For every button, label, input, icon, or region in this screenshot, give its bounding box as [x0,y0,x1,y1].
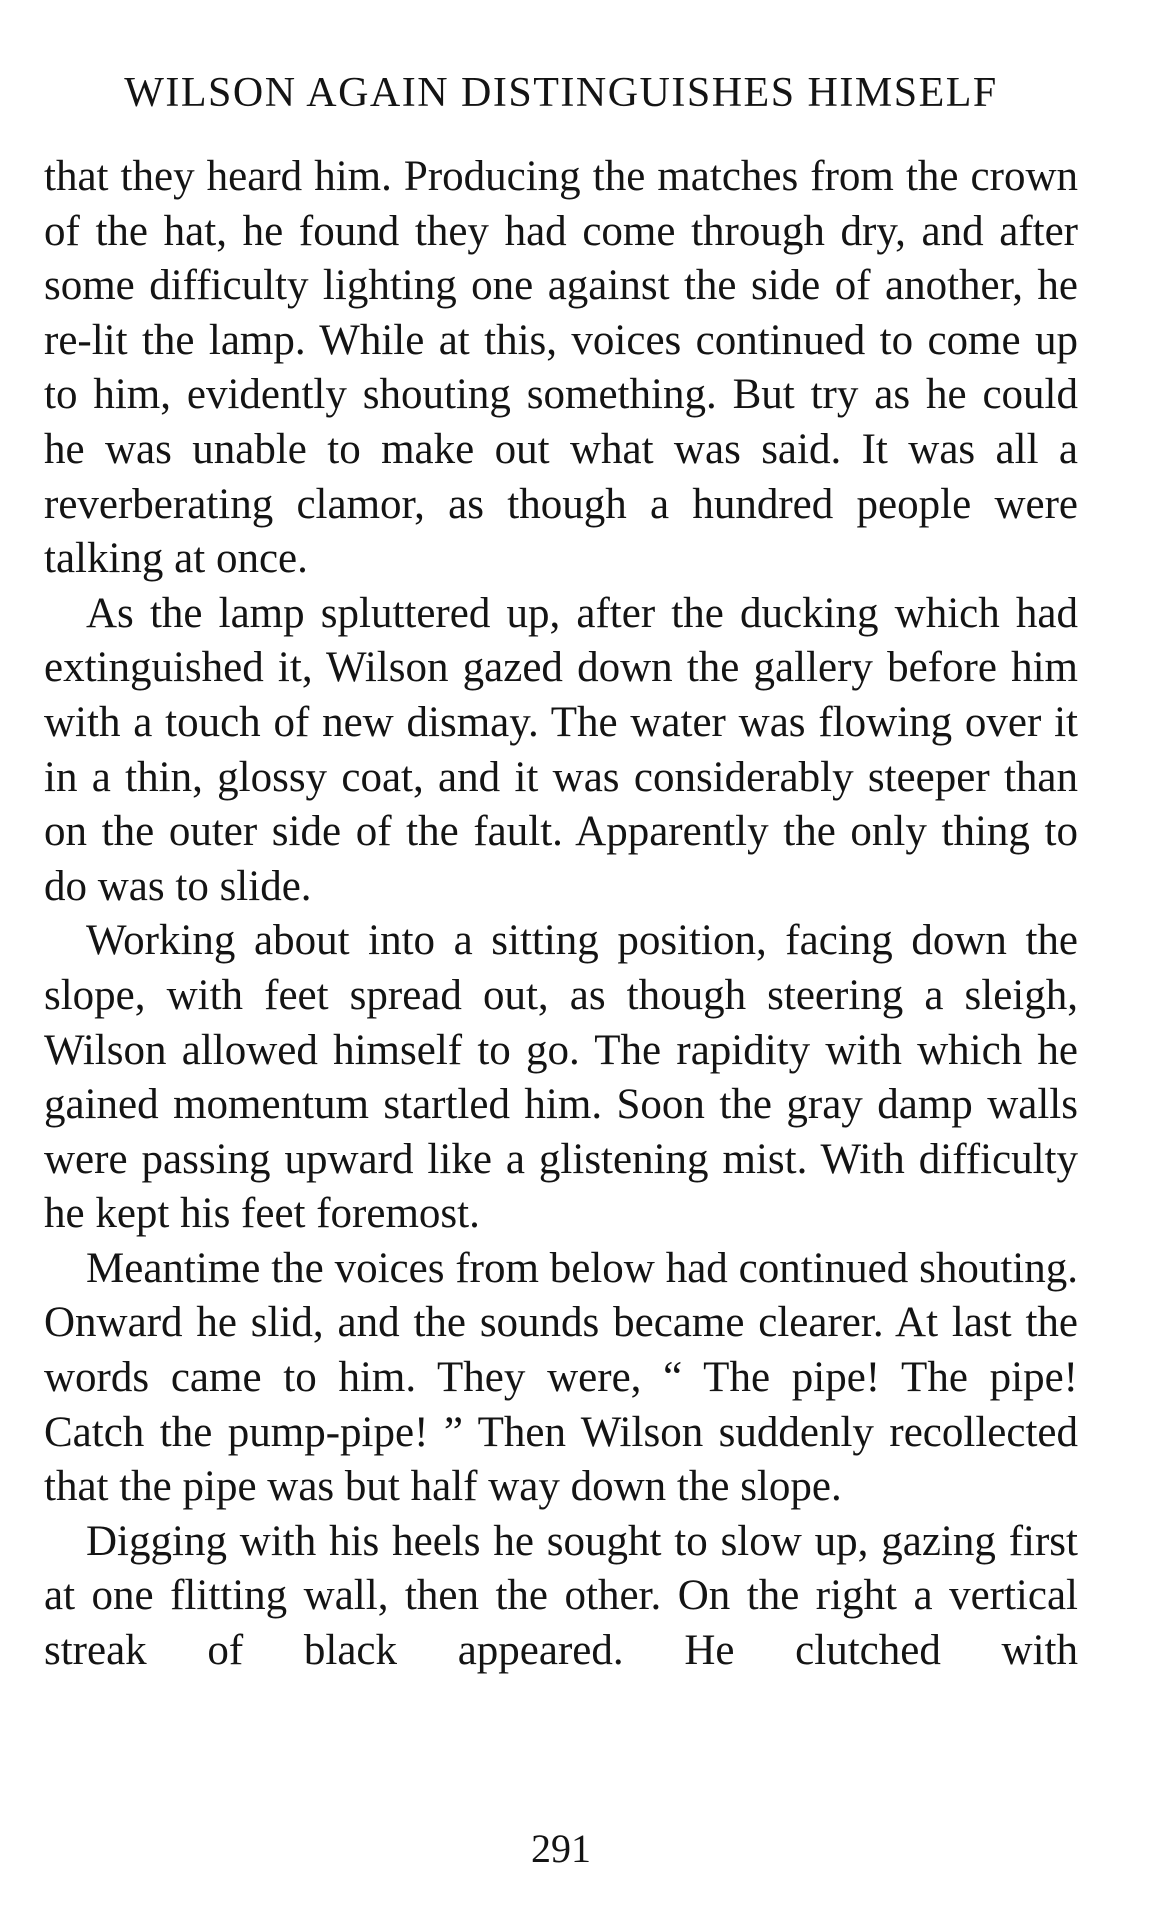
paragraph-3: Working about into a sitting position, facing down the slope, with feet spread out, as though steering a sleigh, Wilson allowed himself to go. The rapidity with which he gained momentum startled him. Soon the gray damp walls were passing upward like a glistening mist. With difficulty he kept his feet foremost. [44,917,1078,1238]
page-number: 291 [531,1826,591,1871]
book-page [44,0,1078,1905]
paragraph-5: Digging with his heels he sought to slow up, gazing first at one flitting wall, then the other. On the right a vertical streak of black appeared. He clutched with [44,1517,1078,1675]
running-head: WILSON AGAIN DISTINGUISHES HIMSELF [124,70,998,116]
paragraph-4: Meantime the voices from below had continued shouting. Onward he slid, and the sounds became clearer. At last the words came to him. They were, “ The pipe! The pipe! Catch the pump-pipe! ” Then Wilson suddenly recollected that the pipe was but half way down the slope. [44,1244,1078,1511]
paragraph-1: that they heard him. Producing the matches from the crown of the hat, he found they had come through dry, and after some difficulty lighting one against the side of another, he re-lit the lamp. While at this, voices continued to come up to him, evidently shouting something. But try as he could he was unable to make out what was said. It was all a reverberating clamor, as though a hundred people were talking at once. [44,153,1078,583]
body-text [44,150,1078,1679]
paragraph-2: As the lamp spluttered up, after the ducking which had extinguished it, Wilson gazed down the gallery before him with a touch of new dismay. The water was flowing over it in a thin, glossy coat, and it was considerably steeper than on the outer side of the fault. Apparently the only thing to do was to slide. [44,589,1078,910]
